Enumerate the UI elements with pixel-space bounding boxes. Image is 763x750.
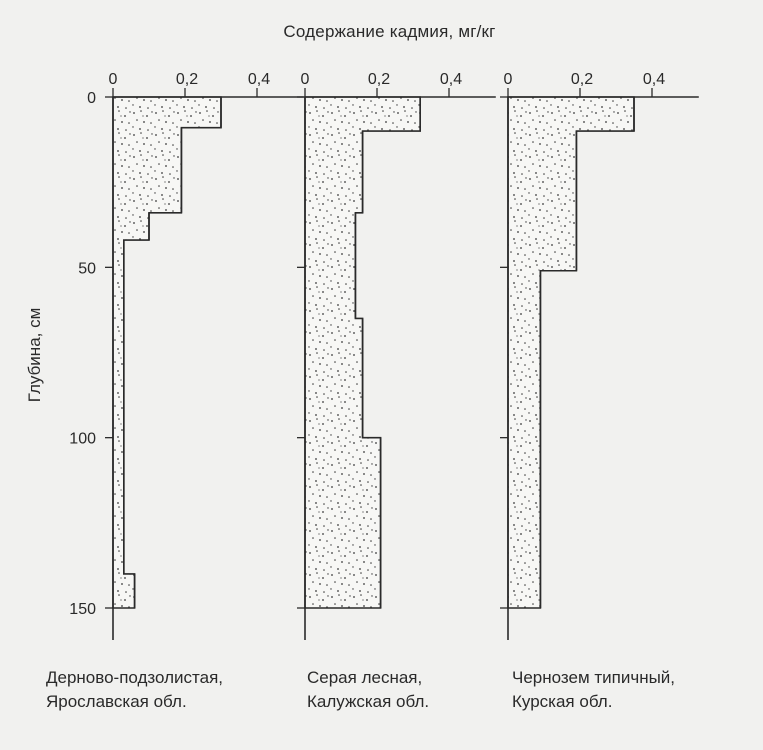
panel-1-x-tick-label-2: 0,4 bbox=[439, 71, 463, 88]
panel-caption-2-line-2: Курская обл. bbox=[512, 692, 613, 711]
panel-2 bbox=[500, 71, 699, 640]
panel-caption-2 bbox=[512, 666, 675, 714]
panel-0-x-tick-label-2: 0,4 bbox=[247, 71, 271, 88]
panel-caption-1-line-1: Серая лесная, bbox=[307, 668, 423, 687]
panels-layer bbox=[69, 71, 699, 640]
panel-caption-0-line-2: Ярославская обл. bbox=[46, 692, 187, 711]
panel-caption-1-line-2: Калужская обл. bbox=[307, 692, 430, 711]
y-tick-label-3: 150 bbox=[69, 601, 96, 618]
y-axis-label: Глубина, см bbox=[25, 307, 44, 403]
panel-1-x-tick-label-1: 0,2 bbox=[367, 71, 391, 88]
panel-0-profile-area bbox=[113, 97, 221, 608]
panel-0 bbox=[69, 71, 304, 640]
panel-caption-0 bbox=[46, 666, 223, 714]
panel-caption-0-line-1: Дерново-подзолистая, bbox=[46, 668, 224, 687]
panel-caption-1 bbox=[307, 666, 429, 714]
panel-2-x-tick-label-0: 0 bbox=[503, 71, 513, 88]
y-tick-label-1: 50 bbox=[78, 260, 96, 278]
panel-1 bbox=[297, 71, 496, 640]
panel-2-profile-area bbox=[508, 97, 634, 608]
y-tick-label-2: 100 bbox=[69, 430, 96, 448]
y-tick-label-0: 0 bbox=[87, 90, 96, 107]
panel-2-x-tick-label-1: 0,2 bbox=[570, 71, 594, 88]
panel-1-x-tick-label-0: 0 bbox=[300, 71, 310, 88]
panel-0-x-tick-label-1: 0,2 bbox=[175, 71, 199, 88]
chart-title-text: Содержание кадмия, мг/кг bbox=[283, 22, 496, 41]
panel-2-x-tick-label-2: 0,4 bbox=[642, 71, 666, 88]
panel-0-x-tick-label-0: 0 bbox=[108, 71, 118, 88]
panel-caption-2-line-1: Чернозем типичный, bbox=[512, 668, 676, 687]
